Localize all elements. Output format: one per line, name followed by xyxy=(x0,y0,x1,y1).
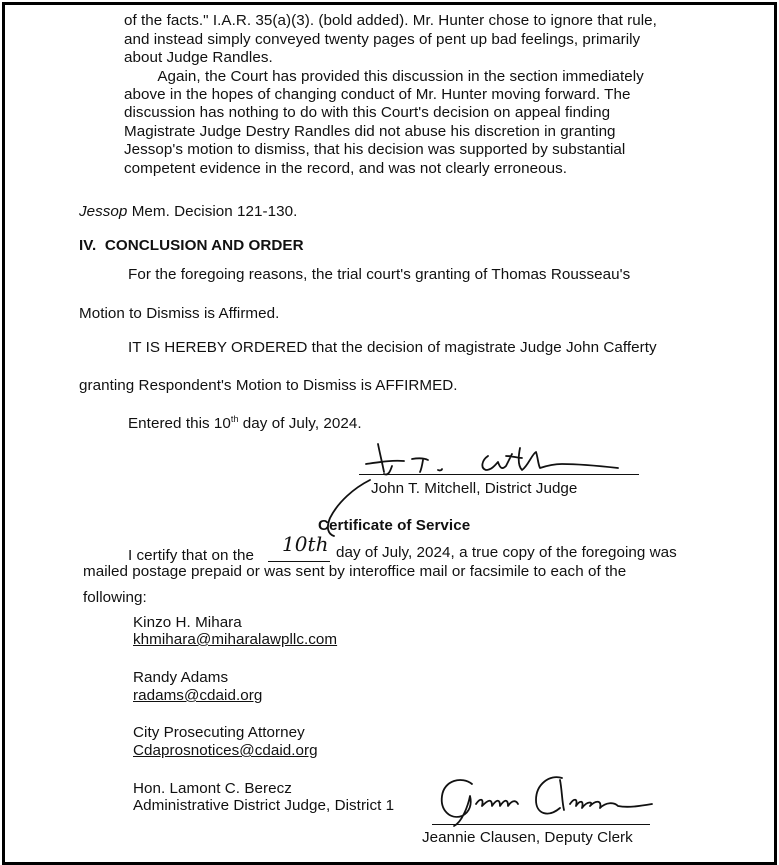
entered-post: day of July, 2024. xyxy=(238,415,362,432)
cert-line-end: day of July, 2024, a true copy of the foregoing was xyxy=(336,544,677,561)
citation-case: Jessop xyxy=(79,203,128,220)
quote-line: competent evidence in the record, and was not clearly erroneous. xyxy=(124,160,568,177)
citation-rest: Mem. Decision 121-130. xyxy=(127,203,298,220)
clerk-signature-image xyxy=(432,770,662,830)
conclusion-line: Motion to Dismiss is Affirmed. xyxy=(79,305,280,322)
entered-sup: th xyxy=(230,413,239,424)
recipient-name: Hon. Lamont C. Berecz xyxy=(133,780,292,797)
cert-line: following: xyxy=(83,589,147,606)
quote-line: and instead simply conveyed twenty pages of pent up bad feelings, primarily xyxy=(124,31,641,48)
section-heading: IV. CONCLUSION AND ORDER xyxy=(79,237,304,254)
conclusion-line: For the foregoing reasons, the trial court's granting of Thomas Rousseau's xyxy=(128,266,631,283)
certificate-title: Certificate of Service xyxy=(318,517,471,534)
quote-line: of the facts." I.A.R. 35(a)(3). (bold added). Mr. Hunter chose to ignore that rule, xyxy=(124,12,657,29)
recipient-email[interactable]: Cdaprosnotices@cdaid.org xyxy=(133,742,318,759)
order-line: granting Respondent's Motion to Dismiss is AFFIRMED. xyxy=(79,377,458,394)
recipient-email[interactable]: khmihara@miharalawpllc.com xyxy=(133,631,338,648)
quote-line: Again, the Court has provided this discussion in the section immediately xyxy=(124,68,644,85)
citation xyxy=(79,203,297,220)
quote-line: Magistrate Judge Destry Randles did not abuse his discretion in granting xyxy=(124,123,616,140)
quote-line: discussion has nothing to do with this Court's decision on appeal finding xyxy=(124,104,611,121)
handwritten-day: 10th xyxy=(282,532,329,556)
cert-line: mailed postage prepaid or was sent by interoffice mail or facsimile to each of the xyxy=(83,563,627,580)
cert-line-start: I certify that on the xyxy=(128,547,254,564)
judge-signature: John T. Mitchell, District Judge xyxy=(371,480,578,497)
day-blank-line xyxy=(268,561,330,562)
entered-pre: Entered this 10 xyxy=(128,415,231,432)
recipient-name: Randy Adams xyxy=(133,669,229,686)
recipient-name: Kinzo H. Mihara xyxy=(133,614,242,631)
entered-date xyxy=(128,415,362,432)
judge-signature-line xyxy=(359,474,639,475)
quote-line: Jessop's motion to dismiss, that his decision was supported by substantial xyxy=(124,141,626,158)
order-line: IT IS HEREBY ORDERED that the decision of magistrate Judge John Cafferty xyxy=(128,339,657,356)
clerk-signature-line xyxy=(432,824,650,825)
recipient-title: Administrative District Judge, District 1 xyxy=(133,797,395,814)
recipient-name: City Prosecuting Attorney xyxy=(133,724,305,741)
recipient-email[interactable]: radams@cdaid.org xyxy=(133,687,263,704)
clerk-signature: Jeannie Clausen, Deputy Clerk xyxy=(422,829,633,846)
quote-line: about Judge Randles. xyxy=(124,49,273,66)
quote-line: above in the hopes of changing conduct of Mr. Hunter moving forward. The xyxy=(124,86,631,103)
